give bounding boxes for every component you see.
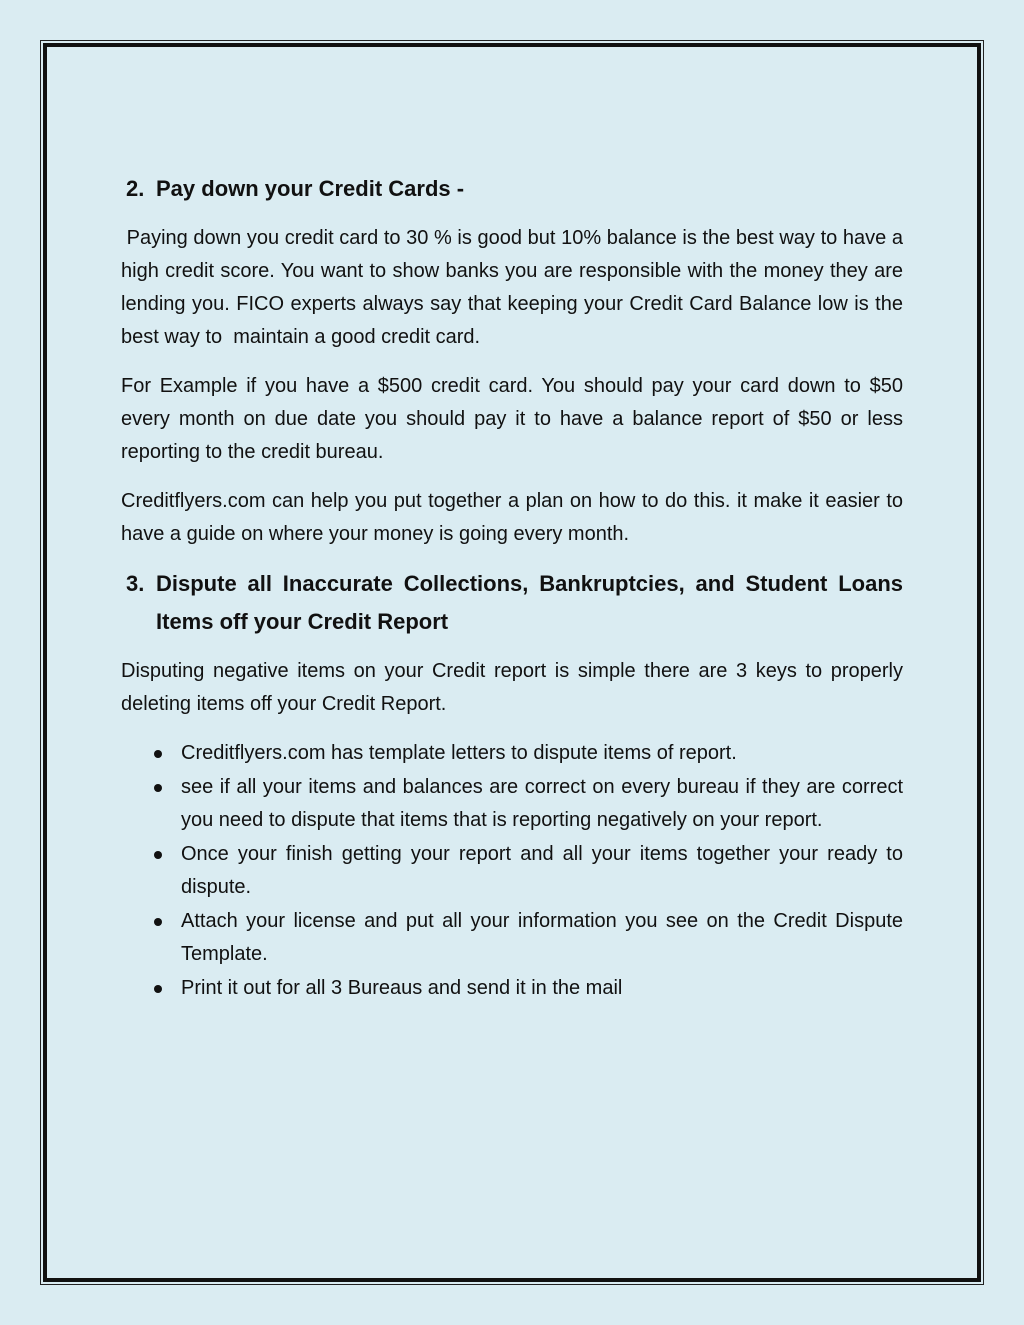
list-item-text: Print it out for all 3 Bureaus and send it in the mail — [181, 977, 623, 999]
list-item-text: see if all your items and balances are correct on every bureau if they are correct you need to dispute that items that is reporting negatively on your report. — [181, 776, 903, 831]
section-3-intro: Disputing negative items on your Credit report is simple there are 3 keys to properly deleting items off your Credit Report. — [121, 660, 903, 715]
section-3-heading — [121, 565, 903, 641]
list-item — [121, 905, 903, 971]
section-2-paragraph: Paying down you credit card to 30 % is good but 10% balance is the best way to have a high credit score. You want to show banks you are responsible with the money they are lending you. FICO experts always say that keeping your Credit Card Balance low is the best way to maintain a good credit card. — [121, 227, 909, 348]
list-item — [121, 838, 903, 904]
bullet-icon — [154, 851, 162, 859]
section-2-heading — [121, 170, 903, 208]
section-3-title: Dispute all Inaccurate Collections, Bankruptcies, and Student Loans Items off your Credit Report — [156, 571, 903, 634]
document-body — [121, 170, 909, 1006]
section-2-number: 2. — [126, 176, 145, 201]
section-2-title: Pay down your Credit Cards - — [156, 176, 465, 201]
section-2-paragraph: For Example if you have a $500 credit card. You should pay your card down to $50 every month on due date you should pay it to have a balance report of $50 or less reporting to the credit bureau. — [121, 375, 903, 463]
bullet-icon — [154, 784, 162, 792]
list-item — [121, 771, 903, 837]
section-2-paragraph: Creditflyers.com can help you put together a plan on how to do this. it make it easier to have a guide on where your money is going every month. — [121, 490, 903, 545]
bullet-icon — [154, 750, 162, 758]
list-item-text: Attach your license and put all your information you see on the Credit Dispute Template. — [181, 910, 903, 965]
list-item — [121, 737, 903, 770]
list-item-text: Creditflyers.com has template letters to dispute items of report. — [181, 742, 737, 764]
bullet-icon — [154, 918, 162, 926]
list-item — [121, 972, 903, 1005]
bullet-icon — [154, 985, 162, 993]
list-item-text: Once your finish getting your report and all your items together your ready to dispute. — [181, 843, 903, 898]
section-3-number: 3. — [126, 571, 145, 596]
dispute-steps-list — [121, 737, 903, 1005]
